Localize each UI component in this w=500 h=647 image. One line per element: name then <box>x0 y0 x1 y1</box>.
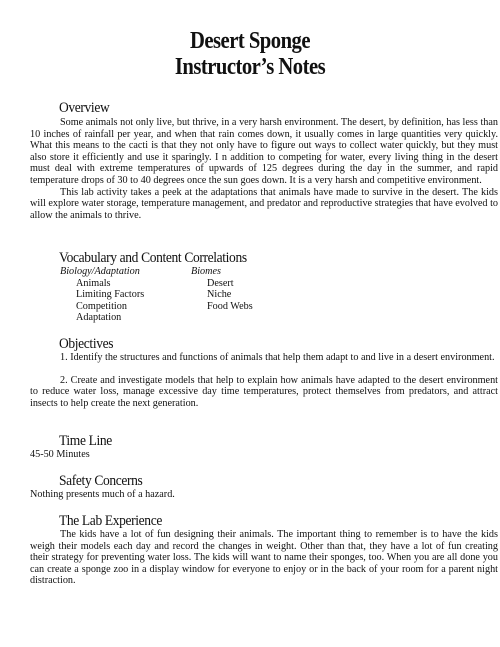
overview-paragraph-1: Some animals not only live, but thrive, in a very harsh environment. The desert, by definition, has less than 10 inches of rainfall per year, and when that rain comes down, it usually comes in large quantities very quickly. What this means to the cacti is that they not only have to figure out ways to collect water quickly, but they must also store it efficiently and use it sparingly. I n addition to competing for water, every living thing in the desert must deal with extreme temperatures of upwards of 125 degrees during the day in the summer, and rapid temperature drops of 30 to 40 degrees once the sun goes down. It is a very harsh and competitive environment. <box>30 117 498 186</box>
vocabulary-term: Limiting Factors <box>76 289 145 301</box>
vocabulary-heading: Vocabulary and Content Correlations <box>59 250 247 266</box>
objectives-section <box>30 352 498 409</box>
document-title: Desert Sponge <box>190 28 310 54</box>
objective-item-1: 1. Identify the structures and functions of animals that help them adapt to and live in a desert environment. <box>60 352 495 363</box>
lab-experience-heading: The Lab Experience <box>59 513 162 529</box>
timeline-heading: Time Line <box>59 433 112 449</box>
vocabulary-term: Animals <box>76 277 111 289</box>
lab-experience-text: The kids have a lot of fun designing their animals. The important thing to remember is to have the kids weigh their models each day and record the changes in weight. Other than that, they have a lot of fun creating their strategy for preventing water loss. The kids will want to name their sponges, too. When you are all done you can create a sponge zoo in a display window for everyone to enjoy or in the back of your room for a parent night distraction. <box>30 529 498 587</box>
safety-text: Nothing presents much of a hazard. <box>30 489 175 500</box>
vocabulary-column-heading: Biomes <box>191 266 221 277</box>
overview-heading: Overview <box>59 100 110 116</box>
vocabulary-term: Niche <box>207 289 232 301</box>
vocabulary-term: Desert <box>207 277 234 289</box>
overview-paragraph-2: This lab activity takes a peek at the adaptations that animals have made to survive in the desert. The kids will explore water storage, temperature management, and predator and reproductive strategies that have evolved to allow the animals to thrive. <box>30 186 498 221</box>
vocabulary-term: Food Webs <box>207 300 253 312</box>
vocabulary-column-biomes <box>191 266 253 312</box>
timeline-text: 45-50 Minutes <box>30 449 90 460</box>
vocabulary-term: Adaptation <box>76 312 122 324</box>
overview-section <box>30 117 498 221</box>
safety-heading: Safety Concerns <box>59 473 143 489</box>
vocabulary-term: Competition <box>76 300 127 312</box>
lab-experience-section <box>30 529 498 587</box>
vocabulary-column-heading: Biology/Adaptation <box>60 266 140 277</box>
document-subtitle: Instructor’s Notes <box>174 54 326 80</box>
objectives-heading: Objectives <box>59 336 114 352</box>
vocabulary-column-biology <box>60 266 145 324</box>
objective-item-2: 2. Create and investigate models that help to explain how animals have adapted to the desert environment to reduce water loss, manage excessive day time temperatures, protect themselves from predators, and attract insects to help create the next generation. <box>30 374 498 409</box>
